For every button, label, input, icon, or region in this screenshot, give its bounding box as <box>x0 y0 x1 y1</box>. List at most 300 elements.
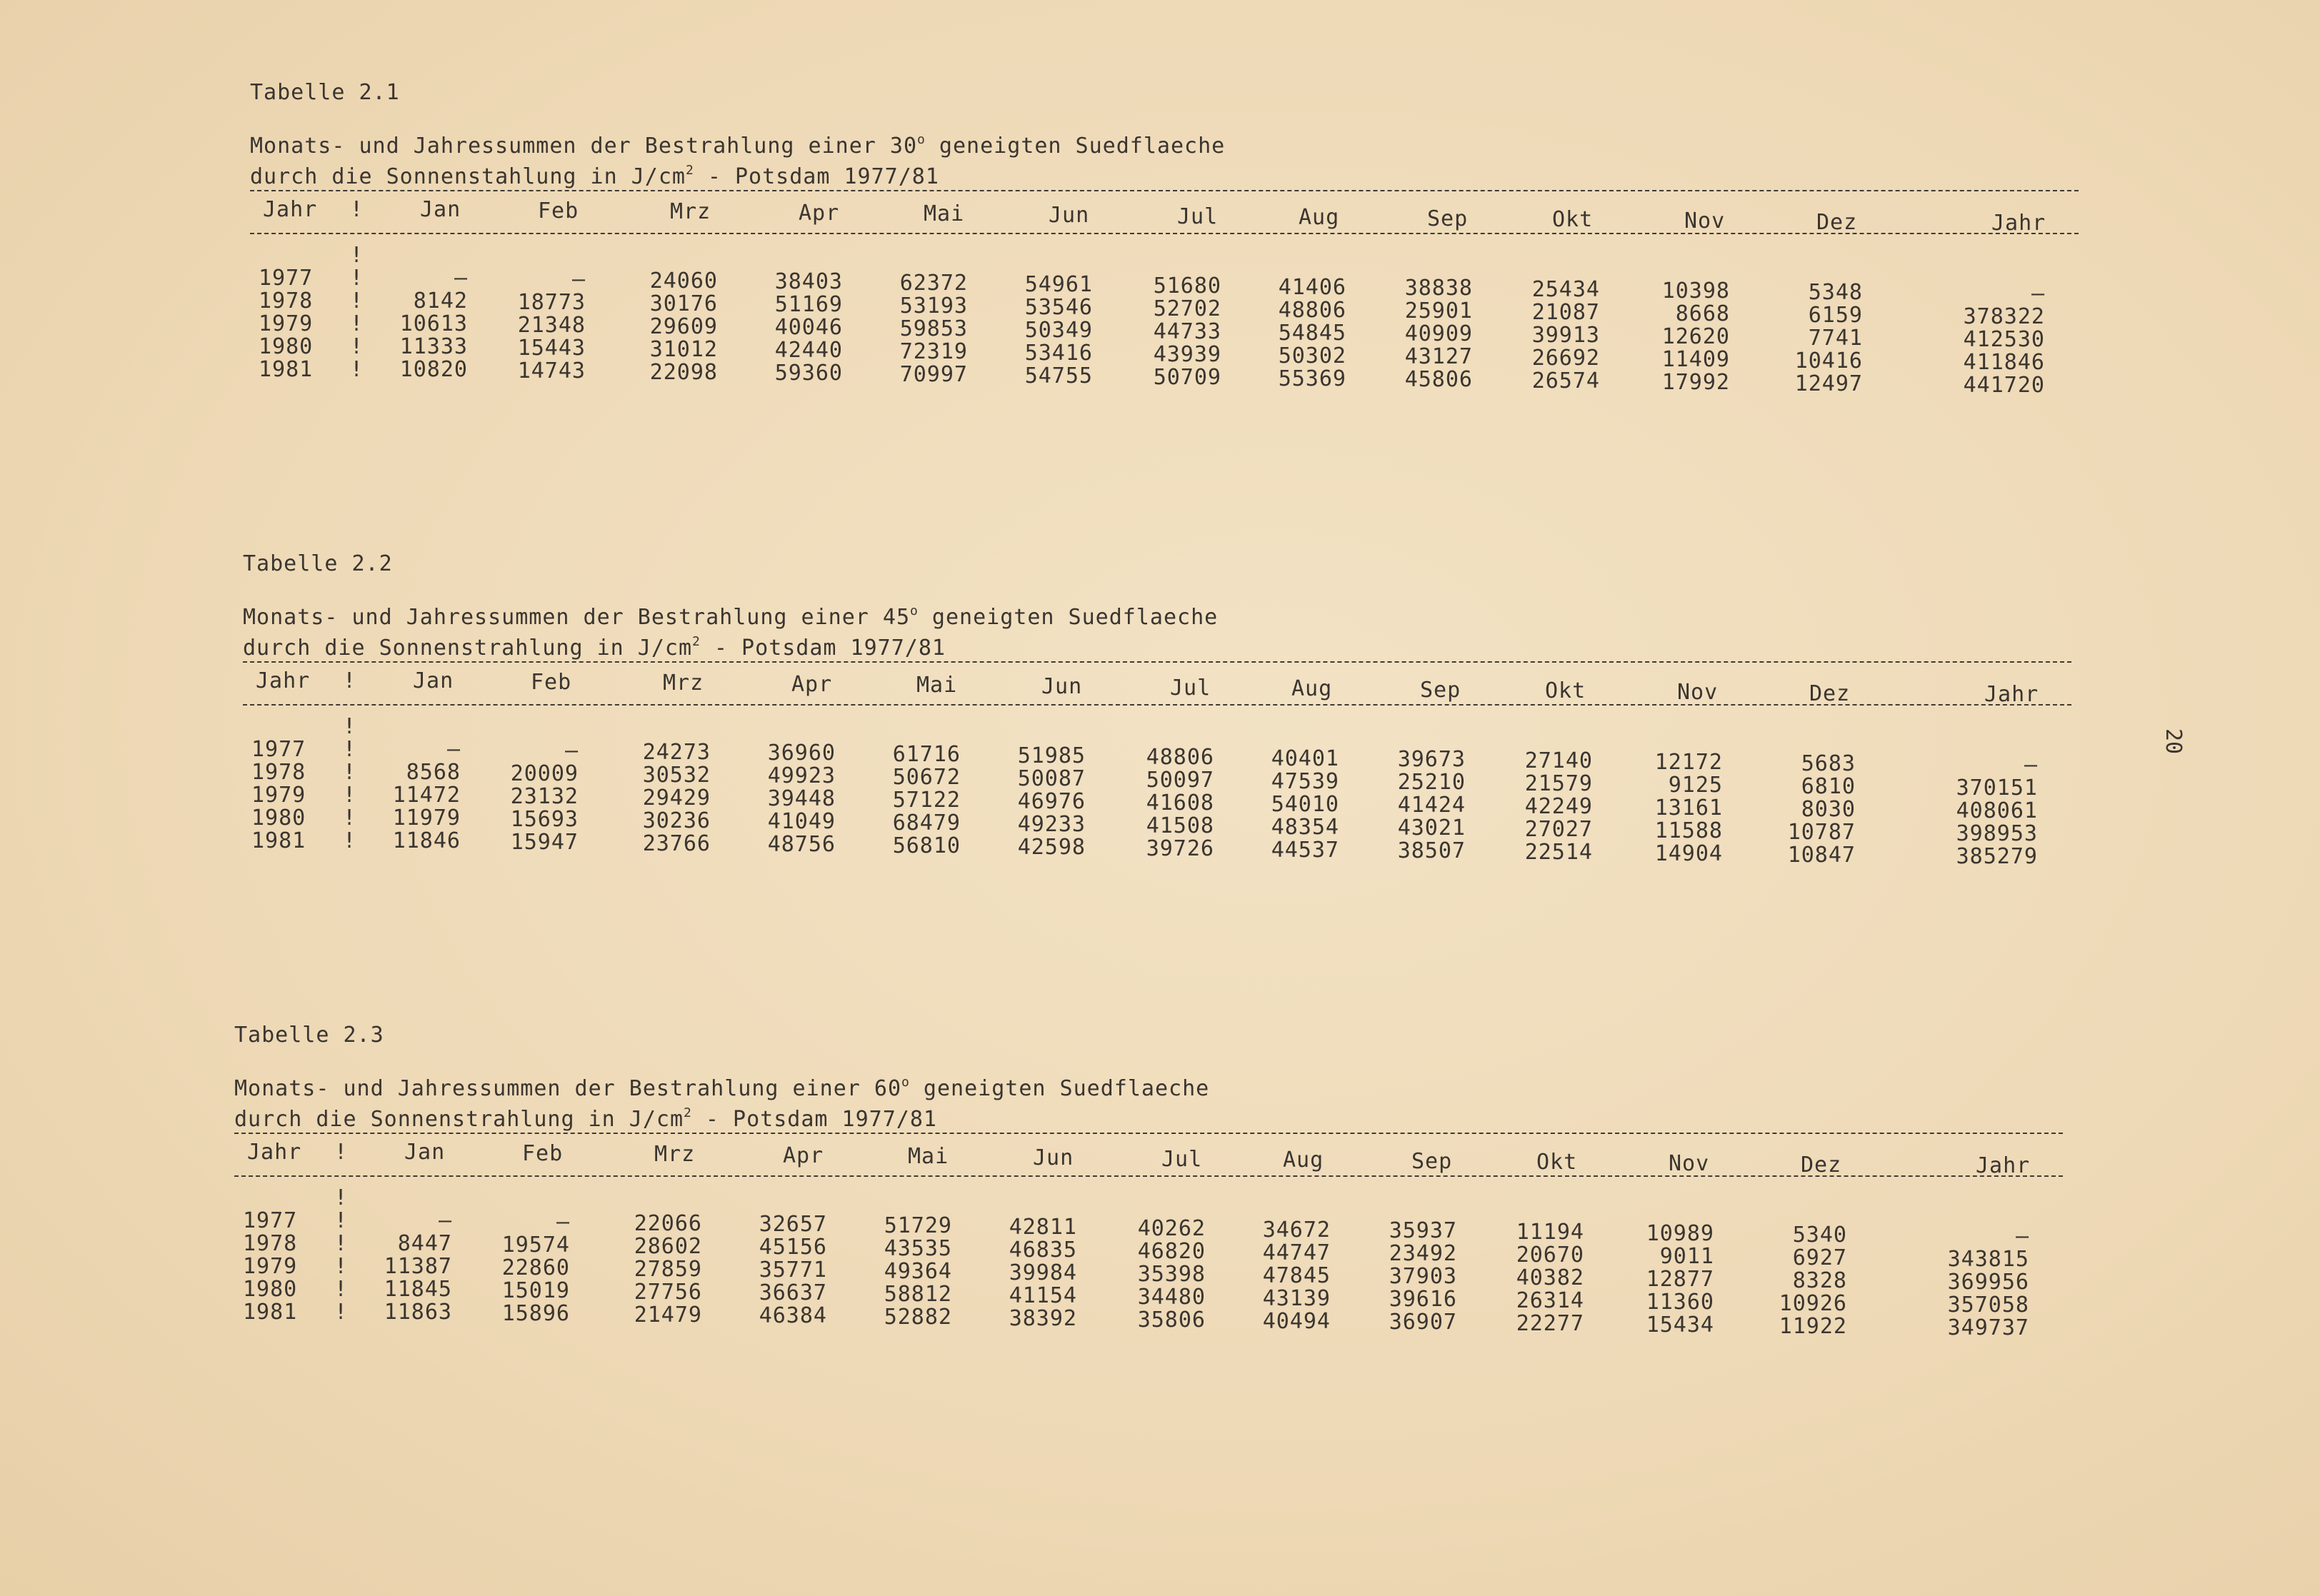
column-header-year: Jahr <box>263 197 318 222</box>
table-cell: 59360 <box>774 361 843 386</box>
table-cell: 35771 <box>759 1258 827 1283</box>
table-cell: 51169 <box>774 292 843 317</box>
table-cell: 10847 <box>1787 843 1856 868</box>
table-cell: 50087 <box>1017 766 1086 791</box>
column-separator-mark: ! <box>334 1185 348 1210</box>
table-cell: 25434 <box>1531 277 1600 302</box>
column-separator-mark: ! <box>334 1254 348 1279</box>
table-cell: 20009 <box>510 761 579 786</box>
table-cell: 50097 <box>1146 768 1214 793</box>
table-cell: 53193 <box>899 293 968 318</box>
column-header-6: Mai <box>916 673 958 698</box>
table-cell: 41424 <box>1397 793 1466 818</box>
column-separator-mark: ! <box>343 805 356 830</box>
table-cell: 50349 <box>1024 318 1093 343</box>
table-cell: 40401 <box>1271 746 1339 771</box>
table-row <box>243 828 2071 869</box>
table-cell: 6810 <box>1801 774 1856 799</box>
table-cell: 43127 <box>1404 344 1473 369</box>
table-cell: 11333 <box>399 334 468 359</box>
table-cell: – <box>454 266 468 291</box>
column-header-3: Feb <box>538 199 579 224</box>
table-cell: 40262 <box>1137 1216 1206 1241</box>
table-cell: 24060 <box>649 268 718 293</box>
row-year: 1981 <box>259 357 314 382</box>
table-cell: 12877 <box>1646 1267 1714 1292</box>
column-header-11: Okt <box>1536 1150 1578 1175</box>
table-cell: 349737 <box>1947 1315 2029 1340</box>
page-number: 20 <box>2161 728 2186 755</box>
table-cell: 8030 <box>1801 797 1856 822</box>
table-cell: 39673 <box>1397 747 1466 772</box>
column-header-12: Nov <box>1669 1151 1710 1176</box>
column-header-3: Feb <box>522 1141 564 1166</box>
table-cell: 11588 <box>1654 818 1723 843</box>
table-cell: 48354 <box>1271 815 1339 840</box>
table-cell: 15443 <box>517 336 586 361</box>
column-header-year: Jahr <box>247 1140 302 1165</box>
table-cell: 40909 <box>1404 321 1473 346</box>
table-cell: 53546 <box>1024 295 1093 320</box>
table-cell: 23492 <box>1389 1241 1457 1266</box>
column-header-8: Jul <box>1170 676 1211 701</box>
table-cell: 50672 <box>892 765 961 790</box>
table-cell: 40046 <box>774 315 843 340</box>
table-cell: 49364 <box>884 1259 952 1284</box>
table-cell: 42598 <box>1017 835 1086 860</box>
table-cell: 72319 <box>899 339 968 364</box>
row-year: 1979 <box>251 783 306 808</box>
column-separator-mark: ! <box>343 737 356 762</box>
row-year: 1981 <box>251 828 306 853</box>
table-cell: 14743 <box>517 358 586 383</box>
table-cell: 48806 <box>1146 745 1214 770</box>
table-cell: 10989 <box>1646 1221 1714 1246</box>
table-cell: 62372 <box>899 271 968 296</box>
table-cell: 41608 <box>1146 791 1214 815</box>
table-cell: 38507 <box>1397 838 1466 863</box>
table-caption <box>250 129 1225 190</box>
table-cell: 11387 <box>384 1254 452 1279</box>
caption-line2-suffix: - Potsdam 1977/81 <box>691 1107 937 1132</box>
column-separator-mark: ! <box>334 1300 348 1325</box>
table-cell: 55369 <box>1278 366 1346 391</box>
table-cell: – <box>564 738 579 763</box>
column-separator-mark: ! <box>334 1208 348 1233</box>
column-header-12: Nov <box>1684 209 1726 234</box>
column-header-10: Sep <box>1427 206 1469 231</box>
column-header-13: Dez <box>1816 210 1858 235</box>
table-cell: 27027 <box>1524 817 1593 842</box>
table-cell: 42811 <box>1009 1215 1077 1240</box>
table-cell: 7741 <box>1808 326 1863 351</box>
table-cell: 41049 <box>767 809 836 834</box>
column-separator-mark: ! <box>343 783 356 808</box>
table-cell: 36637 <box>759 1280 827 1305</box>
table-cell: 70997 <box>899 362 968 387</box>
table-cell: 51680 <box>1153 273 1221 298</box>
table-cell: 24273 <box>642 740 711 765</box>
column-header-7: Jun <box>1049 203 1090 228</box>
table-cell: 36907 <box>1389 1310 1457 1335</box>
column-header-year: Jahr <box>256 668 311 693</box>
table-label: Tabelle 2.2 <box>243 551 393 576</box>
table-cell: 357058 <box>1947 1293 2029 1318</box>
table-caption <box>243 600 1218 661</box>
table-cell: 51985 <box>1017 743 1086 768</box>
table-cell: 38403 <box>774 269 843 294</box>
table-row <box>250 357 2079 398</box>
column-header-6: Mai <box>924 201 965 226</box>
table-cell: 43535 <box>884 1236 952 1261</box>
column-header-2: Jan <box>413 668 454 693</box>
table-cell: 38392 <box>1009 1306 1077 1331</box>
table-cell: 378322 <box>1963 304 2045 329</box>
table-cell: 412530 <box>1963 327 2045 352</box>
column-header-2: Jan <box>420 197 461 222</box>
table-cell: 369956 <box>1947 1270 2029 1295</box>
row-year: 1978 <box>251 760 306 785</box>
table-cell: 39984 <box>1009 1260 1077 1285</box>
column-separator-mark: ! <box>343 828 356 853</box>
table-cell: 25901 <box>1404 298 1473 323</box>
table-cell: 22860 <box>501 1255 570 1280</box>
table-cell: 41406 <box>1278 275 1346 300</box>
column-header-8: Jul <box>1161 1147 1203 1172</box>
table-cell: 42440 <box>774 338 843 363</box>
table-cell: 21579 <box>1524 771 1593 796</box>
column-separator-mark: ! <box>334 1231 348 1256</box>
table-cell: 41154 <box>1009 1283 1077 1308</box>
table-cell: 25210 <box>1397 770 1466 795</box>
row-year: 1978 <box>243 1231 298 1256</box>
column-separator-mark: ! <box>350 266 364 291</box>
table-cell: 47845 <box>1262 1263 1331 1288</box>
degree-mark: o <box>910 603 919 618</box>
table-cell: 39448 <box>767 786 836 811</box>
table-cell: 52702 <box>1153 296 1221 321</box>
table-cell: 8568 <box>406 760 461 785</box>
table-cell: 10926 <box>1779 1291 1847 1316</box>
row-year: 1979 <box>259 311 314 336</box>
column-header-12: Nov <box>1677 680 1719 705</box>
column-header-11: Okt <box>1545 678 1586 703</box>
table-cell: – <box>571 267 586 292</box>
table-header-row <box>250 197 2079 236</box>
table-cell: 9011 <box>1659 1244 1714 1269</box>
column-separator-mark: ! <box>350 243 364 268</box>
table-cell: 36960 <box>767 741 836 766</box>
table-cell: 48806 <box>1278 298 1346 323</box>
table-cell: 30532 <box>642 763 711 788</box>
table-cell: 38838 <box>1404 276 1473 301</box>
table-cell: 8668 <box>1675 301 1730 326</box>
row-year: 1978 <box>259 288 314 313</box>
table-cell: 11846 <box>392 828 461 853</box>
row-year: 1980 <box>243 1277 298 1302</box>
column-header-9: Aug <box>1299 205 1340 230</box>
column-separator-mark: ! <box>343 668 356 693</box>
column-separator-mark: ! <box>343 714 356 739</box>
table-cell: 29429 <box>642 786 711 810</box>
table-cell: 35398 <box>1137 1262 1206 1287</box>
table-cell: 34480 <box>1137 1285 1206 1310</box>
table-cell: 22066 <box>634 1211 702 1236</box>
table-cell: 10416 <box>1794 348 1863 373</box>
header-top-rule <box>234 1133 2063 1134</box>
table-cell: 58812 <box>884 1282 952 1307</box>
table-cell: 40494 <box>1262 1309 1331 1334</box>
column-header-7: Jun <box>1033 1145 1074 1170</box>
table-cell: 21479 <box>634 1303 702 1328</box>
table-cell: 411846 <box>1963 350 2045 375</box>
caption-line2-suffix: - Potsdam 1977/81 <box>694 164 939 189</box>
table-cell: 42249 <box>1524 794 1593 819</box>
column-header-14: Jahr <box>1976 1153 2031 1178</box>
table-cell: 385279 <box>1956 844 2038 869</box>
table-cell: – <box>2031 281 2045 306</box>
row-year: 1977 <box>251 737 306 762</box>
table-cell: 46384 <box>759 1303 827 1328</box>
table-section-1 <box>0 71 2320 571</box>
table-cell: 30176 <box>649 291 718 316</box>
column-header-9: Aug <box>1291 676 1333 701</box>
header-top-rule <box>250 190 2079 191</box>
table-cell: 11845 <box>384 1277 452 1302</box>
column-header-6: Mai <box>908 1144 949 1169</box>
table-cell: 22277 <box>1516 1311 1584 1336</box>
table-cell: 27756 <box>634 1280 702 1305</box>
table-cell: 57122 <box>892 788 961 813</box>
table-cell: 15019 <box>501 1278 570 1303</box>
unit-exponent: 2 <box>684 1105 692 1120</box>
table-cell: 13161 <box>1654 796 1723 820</box>
table-cell: 59853 <box>899 316 968 341</box>
table-cell: 34672 <box>1262 1218 1331 1243</box>
table-cell: 17992 <box>1661 370 1730 395</box>
caption-line1-suffix: geneigten Suedflaeche <box>909 1076 1210 1101</box>
table-cell: – <box>2024 753 2038 778</box>
caption-line1-text: Monats- und Jahressummen der Bestrahlung einer 60 <box>234 1076 902 1101</box>
table-cell: 56810 <box>892 833 961 858</box>
table-cell: 23766 <box>642 831 711 856</box>
table-cell: – <box>438 1208 452 1233</box>
table-cell: 43021 <box>1397 815 1466 840</box>
table-cell: 61716 <box>892 742 961 767</box>
column-header-10: Sep <box>1411 1149 1453 1174</box>
table-cell: 32657 <box>759 1212 827 1237</box>
unit-exponent: 2 <box>685 163 694 178</box>
table-cell: 35806 <box>1137 1308 1206 1332</box>
table-cell: 15693 <box>510 807 579 832</box>
table-cell: 44733 <box>1153 319 1221 344</box>
column-separator-mark: ! <box>343 760 356 785</box>
table-cell: 39726 <box>1146 836 1214 861</box>
table-cell: 11863 <box>384 1300 452 1325</box>
table-cell: 46820 <box>1137 1239 1206 1264</box>
column-separator-mark: ! <box>350 357 364 382</box>
unit-exponent: 2 <box>692 634 701 649</box>
table-cell: 15896 <box>501 1301 570 1326</box>
row-year: 1977 <box>259 266 314 291</box>
header-bottom-rule <box>250 233 2079 234</box>
row-year: 1980 <box>259 334 314 359</box>
caption-line2-text: durch die Sonnenstrahlung in J/cm <box>243 636 693 661</box>
table-cell: 343815 <box>1947 1247 2029 1272</box>
table-cell: 441720 <box>1963 373 2045 398</box>
table-section-2 <box>0 543 2320 1043</box>
table-cell: 23132 <box>510 784 579 809</box>
table-cell: 18773 <box>517 290 586 315</box>
table-cell: 52882 <box>884 1305 952 1330</box>
column-header-13: Dez <box>1809 681 1851 706</box>
table-cell: 408061 <box>1956 798 2038 823</box>
table-row <box>234 1300 2063 1340</box>
table-cell: 9125 <box>1668 773 1723 798</box>
table-cell: 43139 <box>1262 1286 1331 1311</box>
column-separator-mark: ! <box>334 1277 348 1302</box>
table-cell: 46835 <box>1009 1238 1077 1263</box>
table-cell: 40382 <box>1516 1265 1584 1290</box>
table-cell: 11409 <box>1661 347 1730 372</box>
column-header-3: Feb <box>531 670 572 695</box>
table-cell: 15434 <box>1646 1313 1714 1337</box>
table-cell: 49233 <box>1017 812 1086 837</box>
caption-line1-text: Monats- und Jahressummen der Bestrahlung einer 45 <box>243 605 911 630</box>
column-separator-mark: ! <box>350 334 364 359</box>
table-cell: 46976 <box>1017 789 1086 814</box>
header-bottom-rule <box>243 704 2071 706</box>
table-section-3 <box>0 1014 2320 1514</box>
table-cell: 31012 <box>649 337 718 362</box>
table-cell: 5348 <box>1808 280 1863 305</box>
row-year: 1979 <box>243 1254 298 1279</box>
column-separator-mark: ! <box>334 1140 348 1165</box>
table-cell: 47539 <box>1271 769 1339 794</box>
table-cell: 21087 <box>1531 300 1600 325</box>
table-cell: 35937 <box>1389 1218 1457 1243</box>
table-cell: 398953 <box>1956 821 2038 846</box>
table-cell: – <box>556 1210 570 1235</box>
table-cell: 50709 <box>1153 365 1221 390</box>
table-cell: 8328 <box>1792 1268 1847 1293</box>
table-cell: 39616 <box>1389 1287 1457 1312</box>
column-header-8: Jul <box>1177 204 1219 229</box>
table-cell: 10787 <box>1787 820 1856 845</box>
row-year: 1980 <box>251 805 306 830</box>
table-cell: – <box>446 737 461 762</box>
table-cell: 48756 <box>767 832 836 857</box>
table-cell: 22098 <box>649 360 718 385</box>
table-cell: 11472 <box>392 783 461 808</box>
column-separator-mark: ! <box>350 311 364 336</box>
table-cell: 10613 <box>399 311 468 336</box>
table-cell: 45156 <box>759 1235 827 1260</box>
table-cell: 54755 <box>1024 363 1093 388</box>
table-cell: 19574 <box>501 1233 570 1258</box>
table-cell: 49923 <box>767 763 836 788</box>
table-cell: 15947 <box>510 830 579 855</box>
caption-line1-suffix: geneigten Suedflaeche <box>925 134 1226 159</box>
table-cell: 11194 <box>1516 1220 1584 1245</box>
table-cell: 44747 <box>1262 1240 1331 1265</box>
table-cell: 11922 <box>1779 1314 1847 1339</box>
column-header-9: Aug <box>1283 1148 1324 1173</box>
column-header-14: Jahr <box>1984 682 2039 707</box>
table-cell: 6159 <box>1808 303 1863 328</box>
caption-line2-text: durch die Sonnenstrahlung in J/cm <box>234 1107 684 1132</box>
column-header-5: Apr <box>783 1143 824 1168</box>
table-cell: 370151 <box>1956 776 2038 800</box>
table-cell: 44537 <box>1271 838 1339 863</box>
column-header-2: Jan <box>404 1140 446 1165</box>
row-year: 1977 <box>243 1208 298 1233</box>
table-cell: 54010 <box>1271 792 1339 817</box>
table-cell: 12620 <box>1661 324 1730 349</box>
degree-mark: o <box>901 1075 910 1090</box>
table-cell: 12172 <box>1654 750 1723 775</box>
table-cell: 53416 <box>1024 341 1093 366</box>
table-cell: 43939 <box>1153 342 1221 367</box>
table-cell: 8447 <box>397 1231 452 1256</box>
table-cell: 41508 <box>1146 813 1214 838</box>
table-cell: 29609 <box>649 314 718 339</box>
degree-mark: o <box>917 132 926 147</box>
column-header-4: Mrz <box>654 1142 696 1167</box>
header-bottom-rule <box>234 1175 2063 1177</box>
column-separator-mark: ! <box>350 197 364 222</box>
row-year: 1981 <box>243 1300 298 1325</box>
table-cell: 22514 <box>1524 840 1593 865</box>
table-cell: 54845 <box>1278 321 1346 346</box>
table-cell: 6927 <box>1792 1245 1847 1270</box>
column-header-14: Jahr <box>1991 211 2046 236</box>
table-cell: 27859 <box>634 1257 702 1282</box>
table-cell: 10398 <box>1661 278 1730 303</box>
table-cell: 37903 <box>1389 1264 1457 1289</box>
column-header-4: Mrz <box>663 671 704 696</box>
table-cell: 8142 <box>413 288 468 313</box>
table-cell: 50302 <box>1278 343 1346 368</box>
column-separator-mark: ! <box>350 288 364 313</box>
table-cell: – <box>2015 1224 2029 1249</box>
caption-line1-suffix: geneigten Suedflaeche <box>918 605 1219 630</box>
table-cell: 11360 <box>1646 1290 1714 1315</box>
column-header-5: Apr <box>799 201 840 226</box>
table-cell: 30236 <box>642 808 711 833</box>
header-top-rule <box>243 661 2071 663</box>
table-header-row <box>243 668 2071 707</box>
table-cell: 11979 <box>392 805 461 830</box>
table-cell: 21348 <box>517 313 586 338</box>
table-cell: 68479 <box>892 810 961 835</box>
table-cell: 27140 <box>1524 748 1593 773</box>
column-header-4: Mrz <box>670 199 711 224</box>
column-header-10: Sep <box>1420 678 1461 703</box>
table-label: Tabelle 2.1 <box>250 80 400 105</box>
table-cell: 28602 <box>634 1234 702 1259</box>
table-cell: 45806 <box>1404 367 1473 392</box>
table-cell: 20670 <box>1516 1243 1584 1268</box>
table-header-row <box>234 1140 2063 1178</box>
table-cell: 14904 <box>1654 841 1723 866</box>
table-cell: 26692 <box>1531 346 1600 371</box>
column-header-13: Dez <box>1801 1153 1842 1178</box>
table-cell: 51729 <box>884 1213 952 1238</box>
table-cell: 26314 <box>1516 1288 1584 1313</box>
table-cell: 12497 <box>1794 371 1863 396</box>
caption-line1-text: Monats- und Jahressummen der Bestrahlung einer 30 <box>250 134 918 159</box>
